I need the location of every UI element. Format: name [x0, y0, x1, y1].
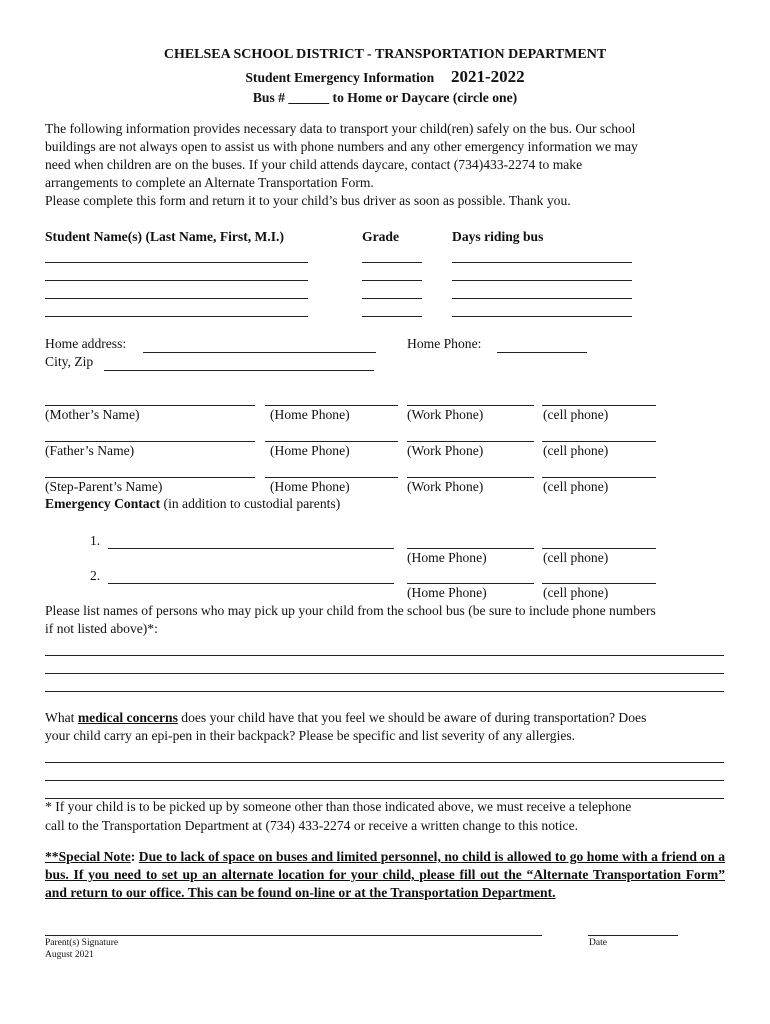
grade-field-3[interactable] [362, 298, 422, 299]
emergency-home-phone-label-1: (Home Phone) [407, 550, 487, 565]
grade-header: Grade [362, 229, 399, 244]
emergency-cell-phone-field-1[interactable] [542, 548, 656, 549]
home-address-field[interactable] [143, 352, 376, 353]
emergency-home-phone-field-1[interactable] [407, 548, 534, 549]
emergency-number-1: 1. [90, 533, 101, 548]
grade-field-4[interactable] [362, 316, 422, 317]
student-name-field-2[interactable] [45, 280, 308, 281]
step-parent-work-phone-label: (Work Phone) [407, 479, 484, 494]
emergency-contact-label: Emergency Contact [45, 496, 161, 511]
days-field-2[interactable] [452, 280, 632, 281]
father-name-label: (Father’s Name) [45, 443, 135, 458]
mother-cell-phone-field[interactable] [542, 405, 656, 406]
father-home-phone-label: (Home Phone) [270, 443, 350, 458]
medical-question-line-2: your child carry an epi-pen in their backpack? Please be specific and list severity of any allergies. [45, 728, 576, 743]
emergency-cell-phone-label-1: (cell phone) [543, 550, 609, 565]
father-cell-phone-label: (cell phone) [543, 443, 609, 458]
emergency-name-field-2[interactable] [108, 583, 394, 584]
medical-pre: What [45, 710, 78, 725]
intro-line-5: Please complete this form and return it to your child’s bus driver as soon as possible. Thank you. [45, 193, 571, 208]
parent-signature-label: Parent(s) Signature [45, 938, 119, 948]
mother-home-phone-field[interactable] [265, 405, 398, 406]
date-label: Date [589, 938, 607, 948]
days-riding-header: Days riding bus [452, 229, 544, 244]
intro-line-1: The following information provides necessary data to transport your child(ren) safely on the bus. Our school [45, 121, 636, 136]
grade-field-1[interactable] [362, 262, 422, 263]
days-field-1[interactable] [452, 262, 632, 263]
form-title [0, 67, 770, 87]
pickup-field-1[interactable] [45, 655, 724, 656]
special-note-colon: : [130, 849, 139, 864]
step-parent-name-label: (Step-Parent’s Name) [45, 479, 163, 494]
form-title-text: Student Emergency Information [245, 70, 435, 85]
student-name-field-4[interactable] [45, 316, 308, 317]
student-name-header: Student Name(s) (Last Name, First, M.I.) [45, 229, 284, 244]
father-name-field[interactable] [45, 441, 255, 442]
intro-line-3: need when children are on the buses. If your child attends daycare, contact (734)433-2274 to make [45, 157, 583, 172]
emergency-home-phone-field-2[interactable] [407, 583, 534, 584]
step-parent-home-phone-field[interactable] [265, 477, 398, 478]
mother-cell-phone-label: (cell phone) [543, 407, 609, 422]
emergency-number-2: 2. [90, 568, 101, 583]
footnote-line-2: call to the Transportation Department at (734) 433-2274 or receive a written change to this notice. [45, 818, 579, 833]
step-parent-name-field[interactable] [45, 477, 255, 478]
grade-field-2[interactable] [362, 280, 422, 281]
special-note-text: Due to lack of space on buses and limited personnel, no child is allowed to go home with a friend on a bus. If you need to set up an alternate location for your child, please fill out the “Alternate Transportation Form” and return to our office. This can be found on-line or at the Transportation Department. [45, 849, 725, 900]
emergency-name-field-1[interactable] [108, 548, 394, 549]
mother-home-phone-label: (Home Phone) [270, 407, 350, 422]
school-year: 2021-2022 [450, 67, 525, 86]
mother-name-field[interactable] [45, 405, 255, 406]
district-heading: CHELSEA SCHOOL DISTRICT - TRANSPORTATION DEPARTMENT [163, 47, 607, 62]
medical-concerns-emphasis: medical concerns [77, 710, 178, 725]
father-work-phone-label: (Work Phone) [407, 443, 484, 458]
footnote-line-1: * If your child is to be picked up by someone other than those indicated above, we must receive a telephone [45, 799, 632, 814]
step-parent-work-phone-field[interactable] [407, 477, 534, 478]
emergency-contact-heading [45, 496, 340, 512]
student-name-field-1[interactable] [45, 262, 308, 263]
home-phone-field[interactable] [497, 352, 587, 353]
step-parent-cell-phone-field[interactable] [542, 477, 656, 478]
student-name-field-3[interactable] [45, 298, 308, 299]
city-zip-label: City, Zip [45, 354, 94, 369]
special-note-label: **Special Note [45, 849, 131, 864]
father-work-phone-field[interactable] [407, 441, 534, 442]
special-note [45, 848, 725, 902]
father-home-phone-field[interactable] [265, 441, 398, 442]
parent-signature-field[interactable] [45, 935, 542, 936]
emergency-contact-note: (in addition to custodial parents) [160, 496, 341, 511]
father-cell-phone-field[interactable] [542, 441, 656, 442]
pickup-instruction-line-1: Please list names of persons who may pick up your child from the school bus (be sure to include phone numbers [45, 603, 656, 618]
days-field-4[interactable] [452, 316, 632, 317]
city-zip-field[interactable] [104, 370, 374, 371]
emergency-cell-phone-field-2[interactable] [542, 583, 656, 584]
intro-line-2: buildings are not always open to assist us with phone numbers and any other emergency information we may [45, 139, 638, 154]
emergency-cell-phone-label-2: (cell phone) [543, 585, 609, 600]
medical-question-line-1 [45, 710, 646, 726]
medical-field-2[interactable] [45, 780, 724, 781]
mother-name-label: (Mother’s Name) [45, 407, 140, 422]
mother-work-phone-field[interactable] [407, 405, 534, 406]
step-parent-home-phone-label: (Home Phone) [270, 479, 350, 494]
pickup-instruction-line-2: if not listed above)*: [45, 621, 158, 636]
mother-work-phone-label: (Work Phone) [407, 407, 484, 422]
days-field-3[interactable] [452, 298, 632, 299]
emergency-home-phone-label-2: (Home Phone) [407, 585, 487, 600]
intro-line-4: arrangements to complete an Alternate Transportation Form. [45, 175, 374, 190]
pickup-field-3[interactable] [45, 691, 724, 692]
medical-field-1[interactable] [45, 762, 724, 763]
medical-post: does your child have that you feel we should be aware of during transportation? Does [177, 710, 647, 725]
pickup-field-2[interactable] [45, 673, 724, 674]
bus-number-line: Bus # ______ to Home or Daycare (circle one) [252, 90, 518, 105]
home-phone-label: Home Phone: [407, 336, 482, 351]
home-address-label: Home address: [45, 336, 127, 351]
date-field[interactable] [588, 935, 678, 936]
step-parent-cell-phone-label: (cell phone) [543, 479, 609, 494]
revision-date: August 2021 [45, 950, 94, 960]
